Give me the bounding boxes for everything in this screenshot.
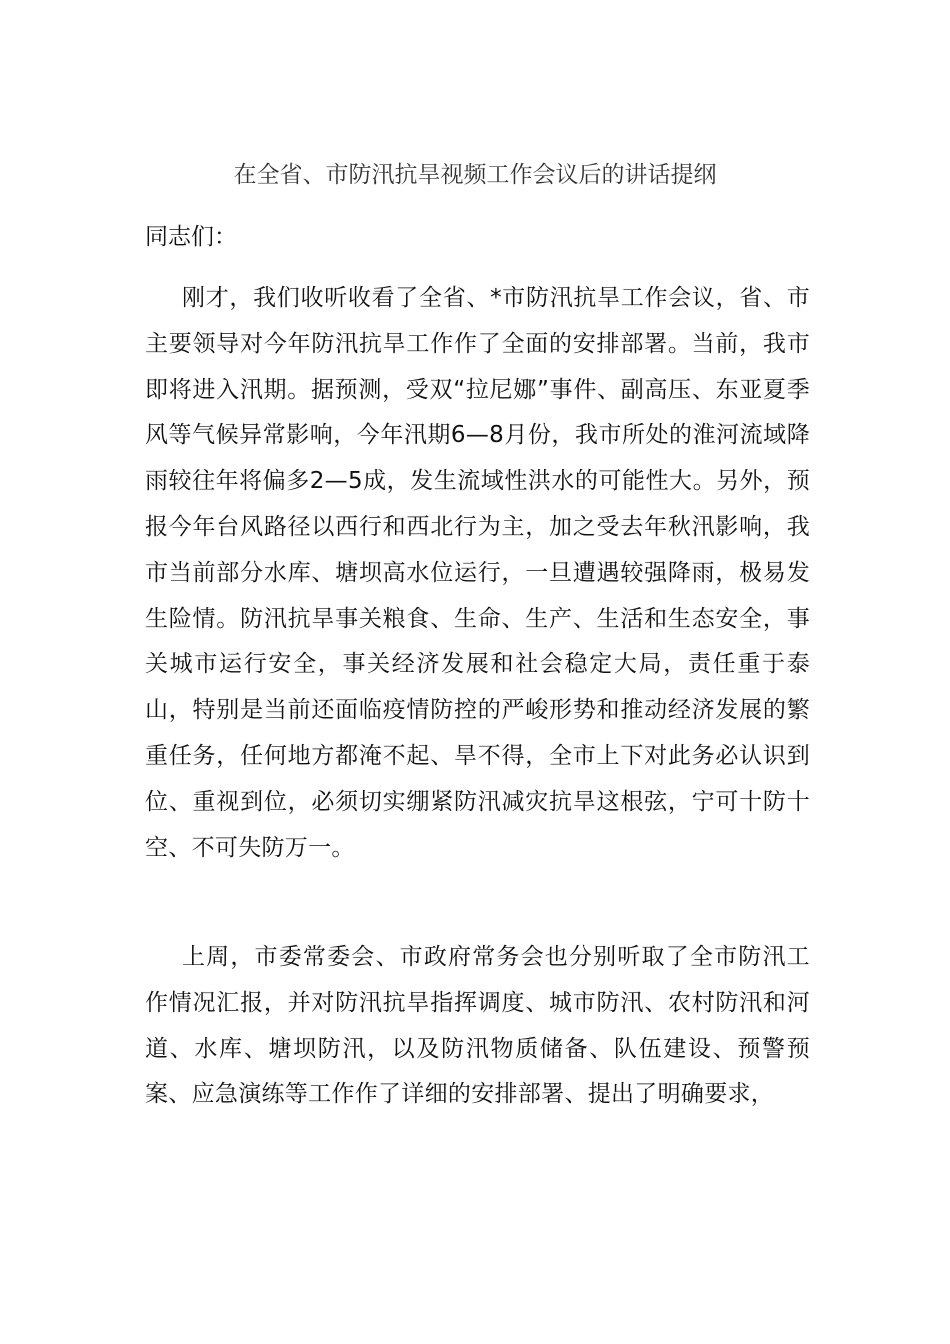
- paragraph-2: 上周，市委常委会、市政府常务会也分别听取了全市防汛工作情况汇报，并对防汛抗旱指挥调度、城市防汛、农村防汛和河道、水库、塘坝防汛，以及防汛物质储备、队伍建设、预警预案、应急演练等工作作了详细的安排部署、提出了明确要求，: [145, 944, 810, 1108]
- paragraph-1: 刚才，我们收听收看了全省、*市防汛抗旱工作会议，省、市主要领导对今年防汛抗旱工作作了全面的安排部署。当前，我市即将进入汛期。据预测，受双“拉尼娜”事件、副高压、东亚夏季风等气候异常影响，今年汛期6—8月份，我市所处的淮河流域降雨较往年将偏多2—5成，发生流域性洪水的可能性大。另外，预报今年台风路径以西行和西北行为主，加之受去年秋汛影响，我市当前部分水库、塘坝高水位运行，一旦遭遇较强降雨，极易发生险情。防汛抗旱事关粮食、生命、生产、生活和生态安全，事关城市运行安全，事关经济发展和社会稳定大局，责任重于泰山，特别是当前还面临疫情防控的严峻形势和推动经济发展的繁重任务，任何地方都淹不起、旱不得，全市上下对此务必认识到位、重视到位，必须切实绷紧防汛减灾抗旱这根弦，宁可十防十空、不可失防万一。: [145, 285, 810, 861]
- document-title: 在全省、市防汛抗旱视频工作会议后的讲话提纲: [233, 162, 717, 188]
- salutation: 同志们：: [145, 224, 237, 250]
